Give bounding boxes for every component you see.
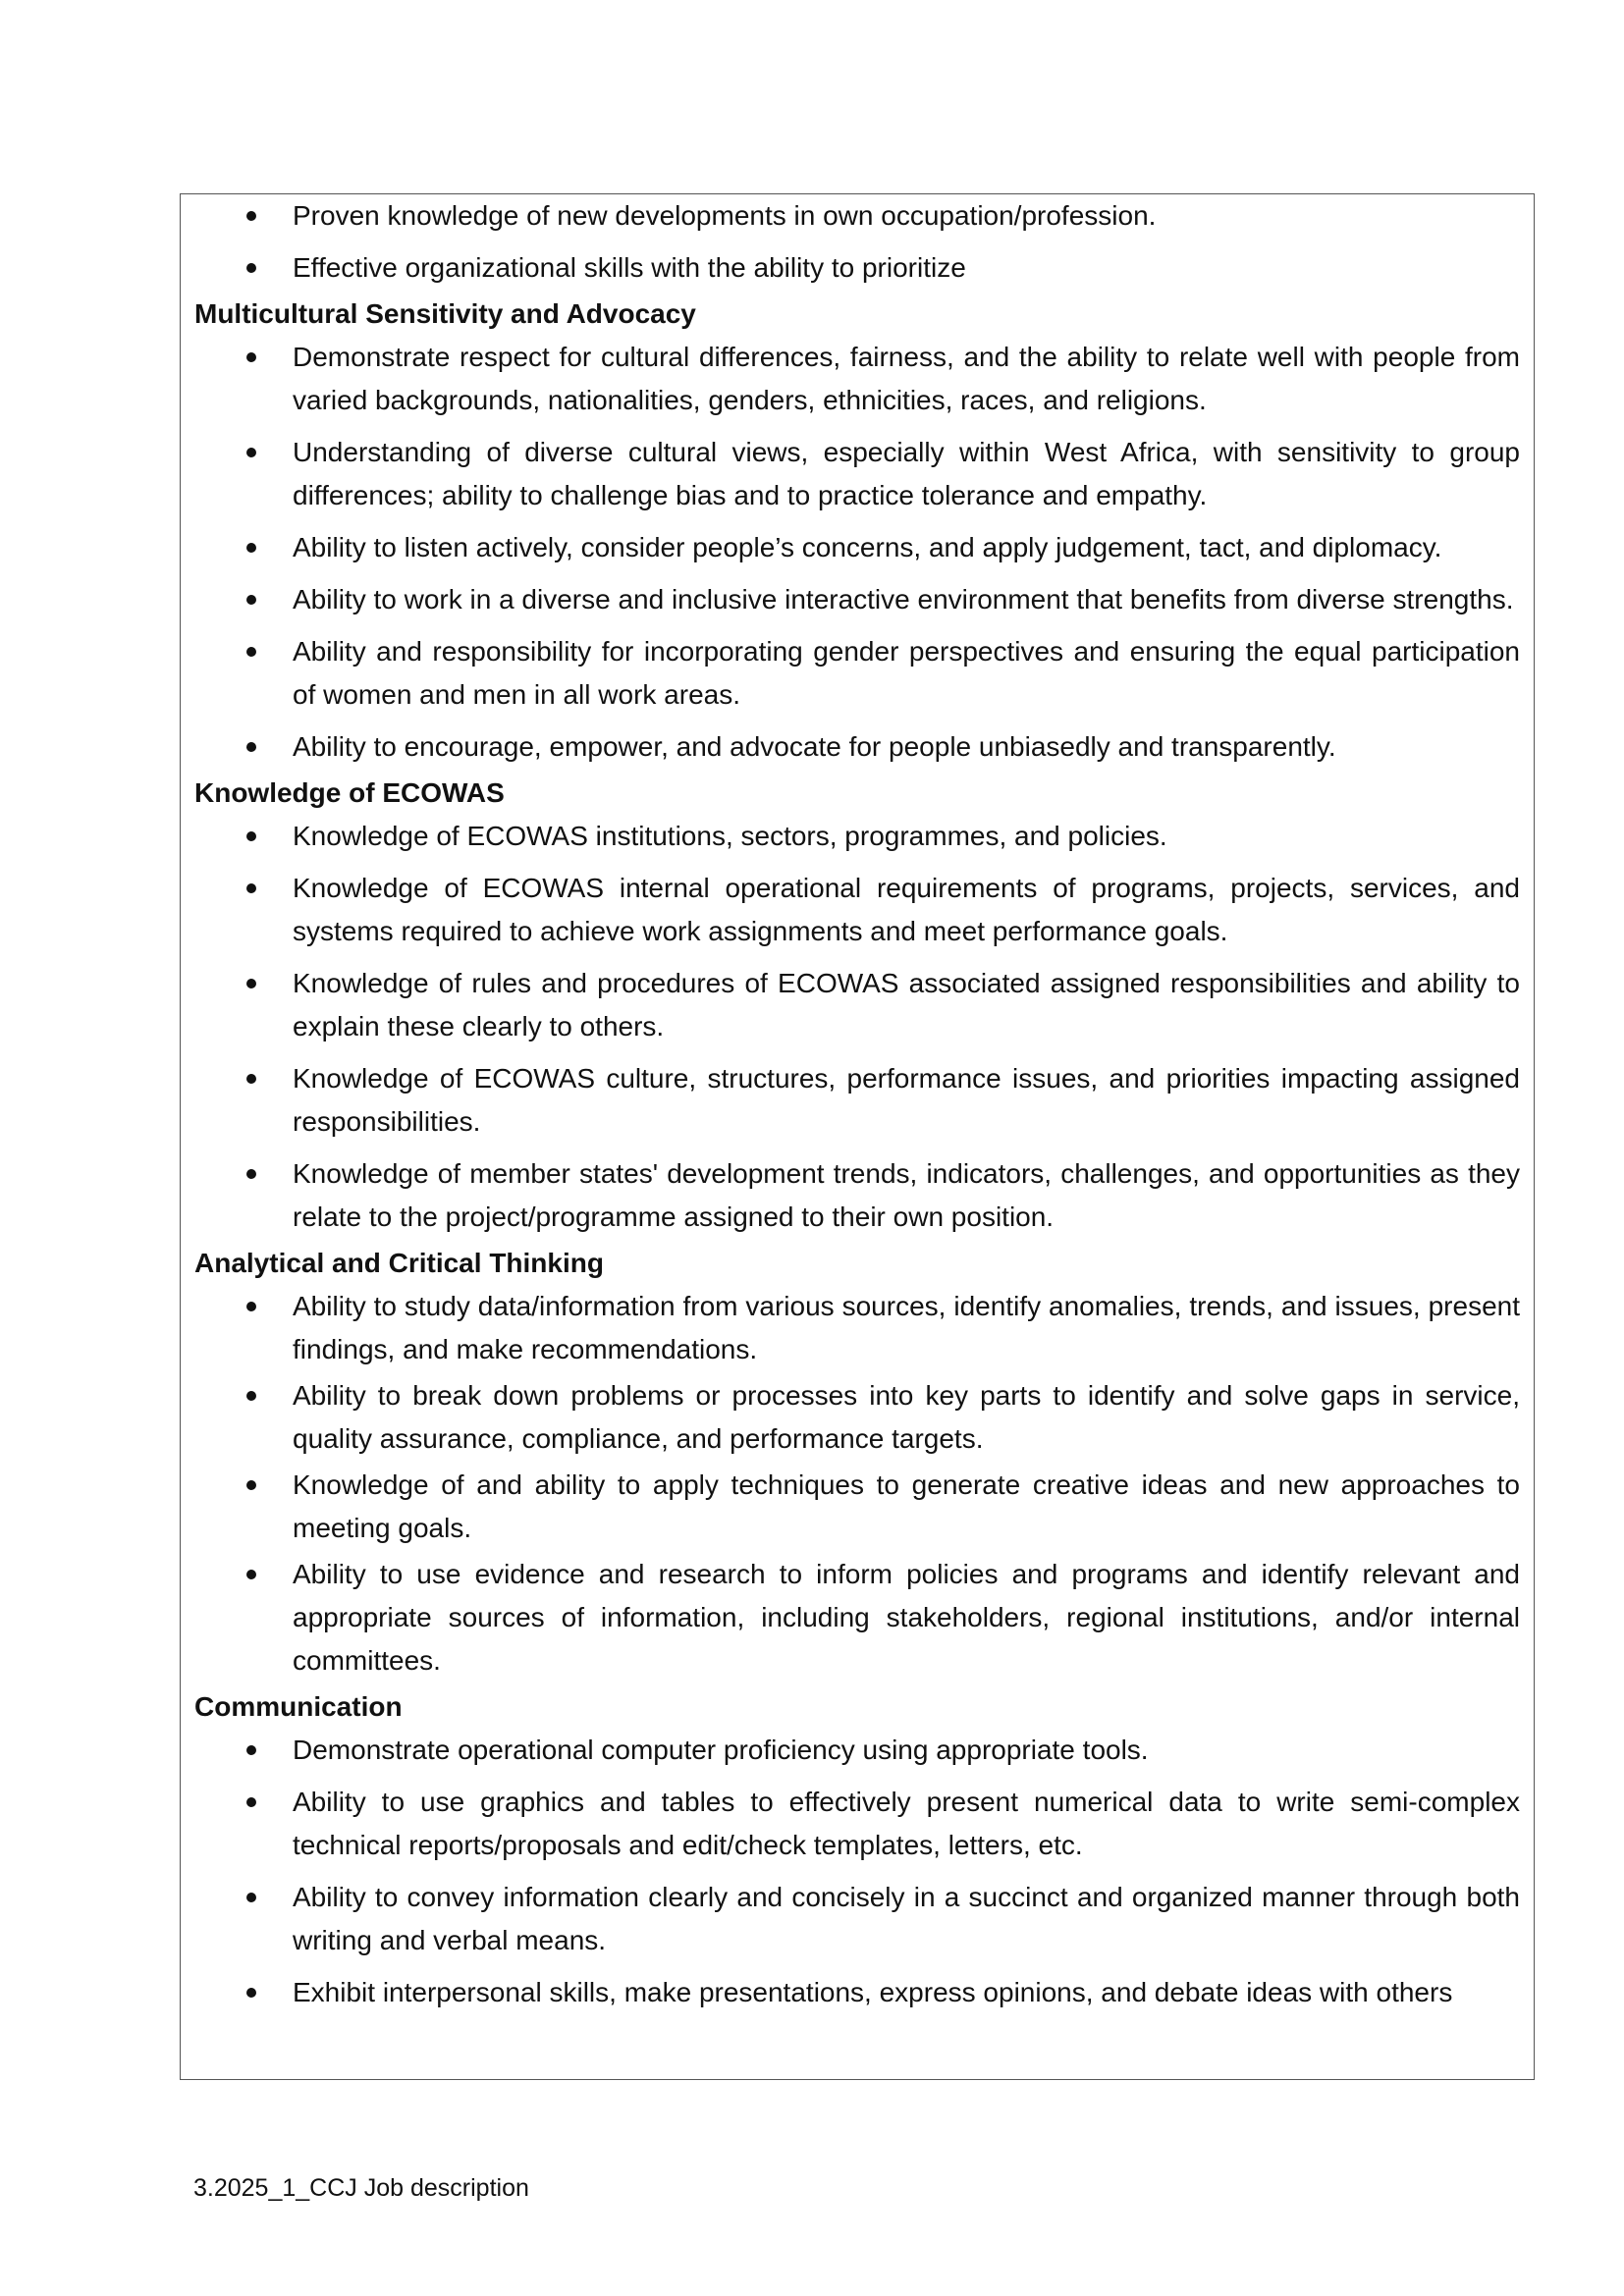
section-heading-multicultural: Multicultural Sensitivity and Advocacy (194, 298, 696, 329)
list-item-text: Knowledge of ECOWAS institutions, sectors, programmes, and policies. (293, 821, 1167, 851)
list-item-text: Effective organizational skills with the ability to prioritize (293, 252, 966, 283)
bullet-icon (246, 1797, 256, 1807)
bullet-icon (246, 883, 256, 893)
list-item (194, 1374, 1520, 1461)
ecowas-bullet-list (194, 815, 1520, 1239)
analytical-bullet-list (194, 1285, 1520, 1682)
list-item-text: Exhibit interpersonal skills, make presentations, express opinions, and debate ideas with others (293, 1977, 1453, 2007)
list-item (194, 526, 1520, 569)
list-item (194, 630, 1520, 717)
bullet-icon (246, 979, 256, 988)
bullet-icon (246, 595, 256, 605)
bullet-icon (246, 1391, 256, 1401)
bullet-icon (246, 1893, 256, 1902)
list-item (194, 725, 1520, 769)
list-item (194, 1285, 1520, 1371)
list-item (194, 1729, 1520, 1772)
list-item-text: Ability to encourage, empower, and advocate for people unbiasedly and transparently. (293, 731, 1336, 762)
list-item (194, 1553, 1520, 1682)
competencies-table-cell (180, 193, 1535, 2080)
list-item (194, 1781, 1520, 1867)
list-item (194, 1057, 1520, 1144)
bullet-icon (246, 211, 256, 221)
bullet-icon (246, 1074, 256, 1084)
bullet-icon (246, 1480, 256, 1490)
list-item-text: Demonstrate operational computer proficiency using appropriate tools. (293, 1735, 1149, 1765)
multicultural-bullet-list (194, 336, 1520, 769)
list-item-text: Ability to work in a diverse and inclusive interactive environment that benefits from diverse strengths. (293, 584, 1514, 614)
bullet-icon (246, 831, 256, 841)
list-item-text: Knowledge of ECOWAS internal operational requirements of programs, projects, services, and systems required to achieve work assignments and meet performance goals. (293, 873, 1520, 946)
list-item-text: Ability to listen actively, consider people’s concerns, and apply judgement, tact, and diplomacy. (293, 532, 1442, 562)
bullet-icon (246, 742, 256, 752)
list-item-text: Proven knowledge of new developments in own occupation/profession. (293, 200, 1157, 231)
bullet-icon (246, 448, 256, 457)
list-item (194, 1876, 1520, 1962)
section-heading-analytical: Analytical and Critical Thinking (194, 1248, 604, 1278)
list-item (194, 1464, 1520, 1550)
bullet-icon (246, 647, 256, 657)
list-item (194, 578, 1520, 621)
list-item-text: Demonstrate respect for cultural differences, fairness, and the ability to relate well with people from varied backgrounds, nationalities, genders, ethnicities, races, and religions. (293, 342, 1520, 415)
section-heading-knowledge-ecowas: Knowledge of ECOWAS (194, 777, 505, 808)
bullet-icon (246, 263, 256, 273)
list-item (194, 246, 1520, 290)
bullet-icon (246, 1169, 256, 1179)
list-item (194, 431, 1520, 517)
list-item (194, 815, 1520, 858)
list-item-text: Ability to convey information clearly and concisely in a succinct and organized manner through both writing and verbal means. (293, 1882, 1520, 1955)
list-item (194, 867, 1520, 953)
list-item-text: Ability to use evidence and research to inform policies and programs and identify relevant and appropriate sources of information, including stakeholders, regional institutions, and/or internal committees. (293, 1559, 1520, 1676)
section-heading-communication: Communication (194, 1691, 403, 1722)
list-item (194, 194, 1520, 238)
list-item-text: Ability and responsibility for incorporating gender perspectives and ensuring the equal participation of women and men in all work areas. (293, 636, 1520, 710)
list-item (194, 1971, 1520, 2014)
page-footer: 3.2025_1_CCJ Job description (193, 2174, 529, 2202)
bullet-icon (246, 1302, 256, 1311)
bullet-icon (246, 1988, 256, 1998)
bullet-icon (246, 1745, 256, 1755)
intro-bullet-list (194, 194, 1520, 290)
list-item (194, 962, 1520, 1048)
list-item-text: Ability to study data/information from various sources, identify anomalies, trends, and issues, present findings, and make recommendations. (293, 1291, 1520, 1364)
list-item-text: Knowledge of member states' development trends, indicators, challenges, and opportunities as they relate to the project/programme assigned to their own position. (293, 1158, 1520, 1232)
list-item (194, 336, 1520, 422)
list-item-text: Ability to break down problems or processes into key parts to identify and solve gaps in service, quality assurance, compliance, and performance targets. (293, 1380, 1520, 1454)
list-item (194, 1152, 1520, 1239)
communication-bullet-list (194, 1729, 1520, 2014)
bullet-icon (246, 1570, 256, 1579)
bullet-icon (246, 352, 256, 362)
bullet-icon (246, 543, 256, 553)
list-item-text: Understanding of diverse cultural views, especially within West Africa, with sensitivity to group differences; ability to challenge bias and to practice tolerance and empathy. (293, 437, 1520, 510)
list-item-text: Ability to use graphics and tables to effectively present numerical data to write semi-complex technical reports/proposals and edit/check templates, letters, etc. (293, 1787, 1520, 1860)
list-item-text: Knowledge of ECOWAS culture, structures, performance issues, and priorities impacting assigned responsibilities. (293, 1063, 1520, 1137)
list-item-text: Knowledge of and ability to apply techniques to generate creative ideas and new approaches to meeting goals. (293, 1469, 1520, 1543)
list-item-text: Knowledge of rules and procedures of ECOWAS associated assigned responsibilities and ability to explain these clearly to others. (293, 968, 1520, 1041)
